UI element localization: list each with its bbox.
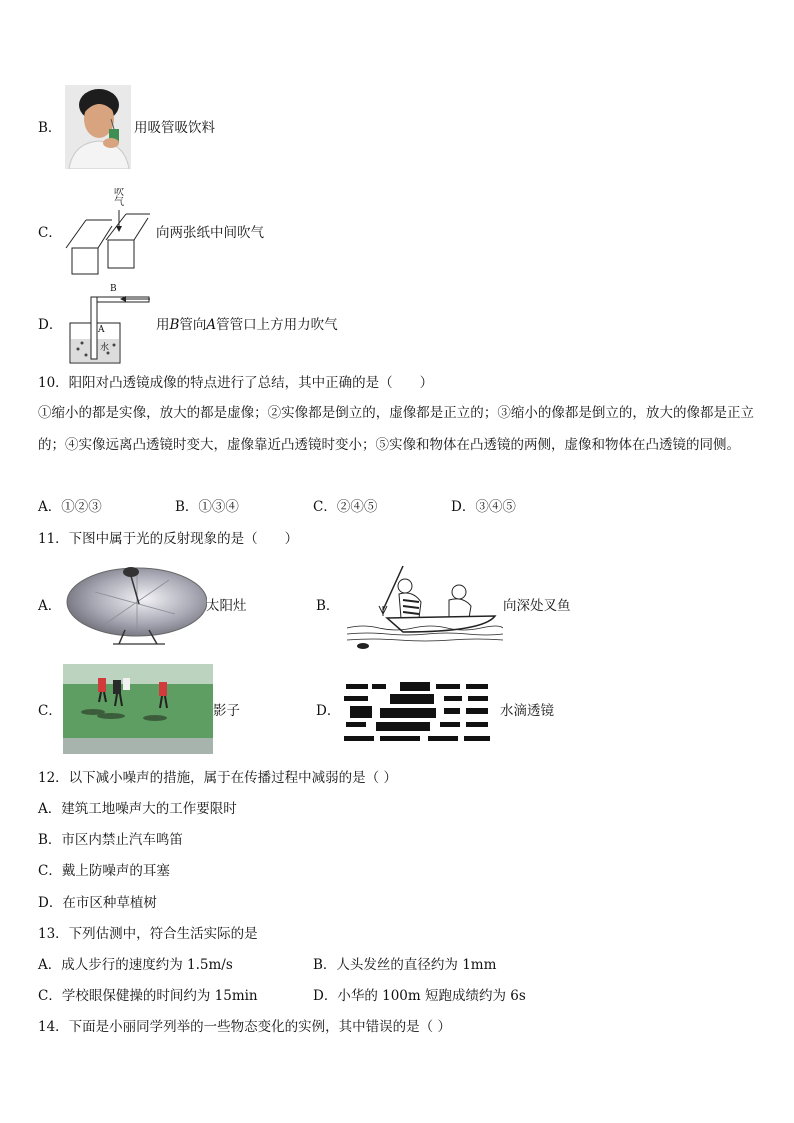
q12-option-a: A．建筑工地噪声大的工作要限时 — [38, 801, 237, 817]
q9-option-d-text — [156, 315, 338, 335]
q9-option-b-text: 用吸管吸饮料 — [134, 120, 215, 136]
q13-option-a: A．成人步行的速度约为 1.5m/s — [38, 957, 233, 973]
q9-d-mid: 管向 — [179, 317, 207, 333]
solar-cooker-image — [65, 564, 207, 646]
q10-option-a: A．①②③ — [38, 499, 102, 515]
fishing-boat-image — [343, 562, 503, 652]
blow-label: 吹气 — [114, 188, 124, 208]
q13-option-c: C．学校眼保健操的时间约为 15min — [38, 988, 258, 1004]
q12-option-d: D．在市区种草植树 — [38, 895, 157, 911]
q12-stem: 12．以下减小噪声的措施，属于在传播过程中减弱的是（ ） — [38, 770, 397, 786]
q11-option-b-letter: B． — [316, 598, 340, 614]
q9-d-var1: B — [169, 317, 180, 333]
q9-d-post: 管管口上方用力吹气 — [216, 317, 338, 333]
q11-option-a-text: 太阳灶 — [206, 598, 247, 614]
q9-option-b-letter: B． — [38, 120, 62, 136]
q13-option-d: D．小华的 100m 短跑成绩约为 6s — [313, 988, 526, 1004]
tube-a-label: A — [98, 325, 105, 335]
q9-option-c-letter: C． — [38, 225, 62, 241]
q13-option-b: B．人头发丝的直径约为 1mm — [313, 957, 497, 973]
q9-option-d-letter: D． — [38, 317, 63, 333]
q10-option-d: D．③④⑤ — [451, 499, 516, 515]
q14-stem: 14．下面是小丽同学列举的一些物态变化的实例，其中错误的是（ ） — [38, 1019, 451, 1035]
q11-stem: 11．下图中属于光的反射现象的是（ ） — [38, 531, 299, 547]
q10-statements: ①缩小的都是实像，放大的都是虚像；②实像都是倒立的，虚像都是正立的；③缩小的像都是倒立的，放大的像都是正立的；④实像远离凸透镜时变大，虚像靠近凸透镜时变小；⑤实像和物体在凸透镜的两侧，虚像和物体在凸透镜的同侧。 — [38, 405, 754, 453]
q10-stem: 10．阳阳对凸透镜成像的特点进行了总结，其中正确的是（ ） — [38, 375, 434, 391]
q9-d-pre: 用 — [156, 317, 170, 333]
q12-option-c: C．戴上防噪声的耳塞 — [38, 863, 170, 879]
q10-option-b: B．①③④ — [175, 499, 239, 515]
q9-d-var2: A — [206, 317, 217, 333]
q11-option-c-text: 影子 — [213, 703, 240, 719]
q13-stem: 13．下列估测中，符合生活实际的是 — [38, 926, 258, 942]
q11-option-d-text: 水滴透镜 — [500, 703, 554, 719]
shadow-kids-image — [63, 664, 213, 754]
tube-blow-diagram — [64, 283, 154, 365]
q9-option-c-text: 向两张纸中间吹气 — [156, 225, 264, 241]
q12-option-b: B．市区内禁止汽车鸣笛 — [38, 832, 183, 848]
q10-option-c: C．②④⑤ — [313, 499, 378, 515]
q11-option-b-text: 向深处叉鱼 — [503, 598, 571, 614]
tube-b-label: B — [110, 284, 117, 294]
q11-option-a-letter: A． — [38, 598, 62, 614]
q11-option-d-letter: D． — [316, 703, 341, 719]
boy-drinking-image — [65, 85, 131, 169]
blow-between-papers-diagram — [62, 188, 154, 276]
water-drop-lens-image — [340, 676, 500, 748]
water-label: 水 — [100, 343, 110, 353]
q11-option-c-letter: C． — [38, 703, 62, 719]
